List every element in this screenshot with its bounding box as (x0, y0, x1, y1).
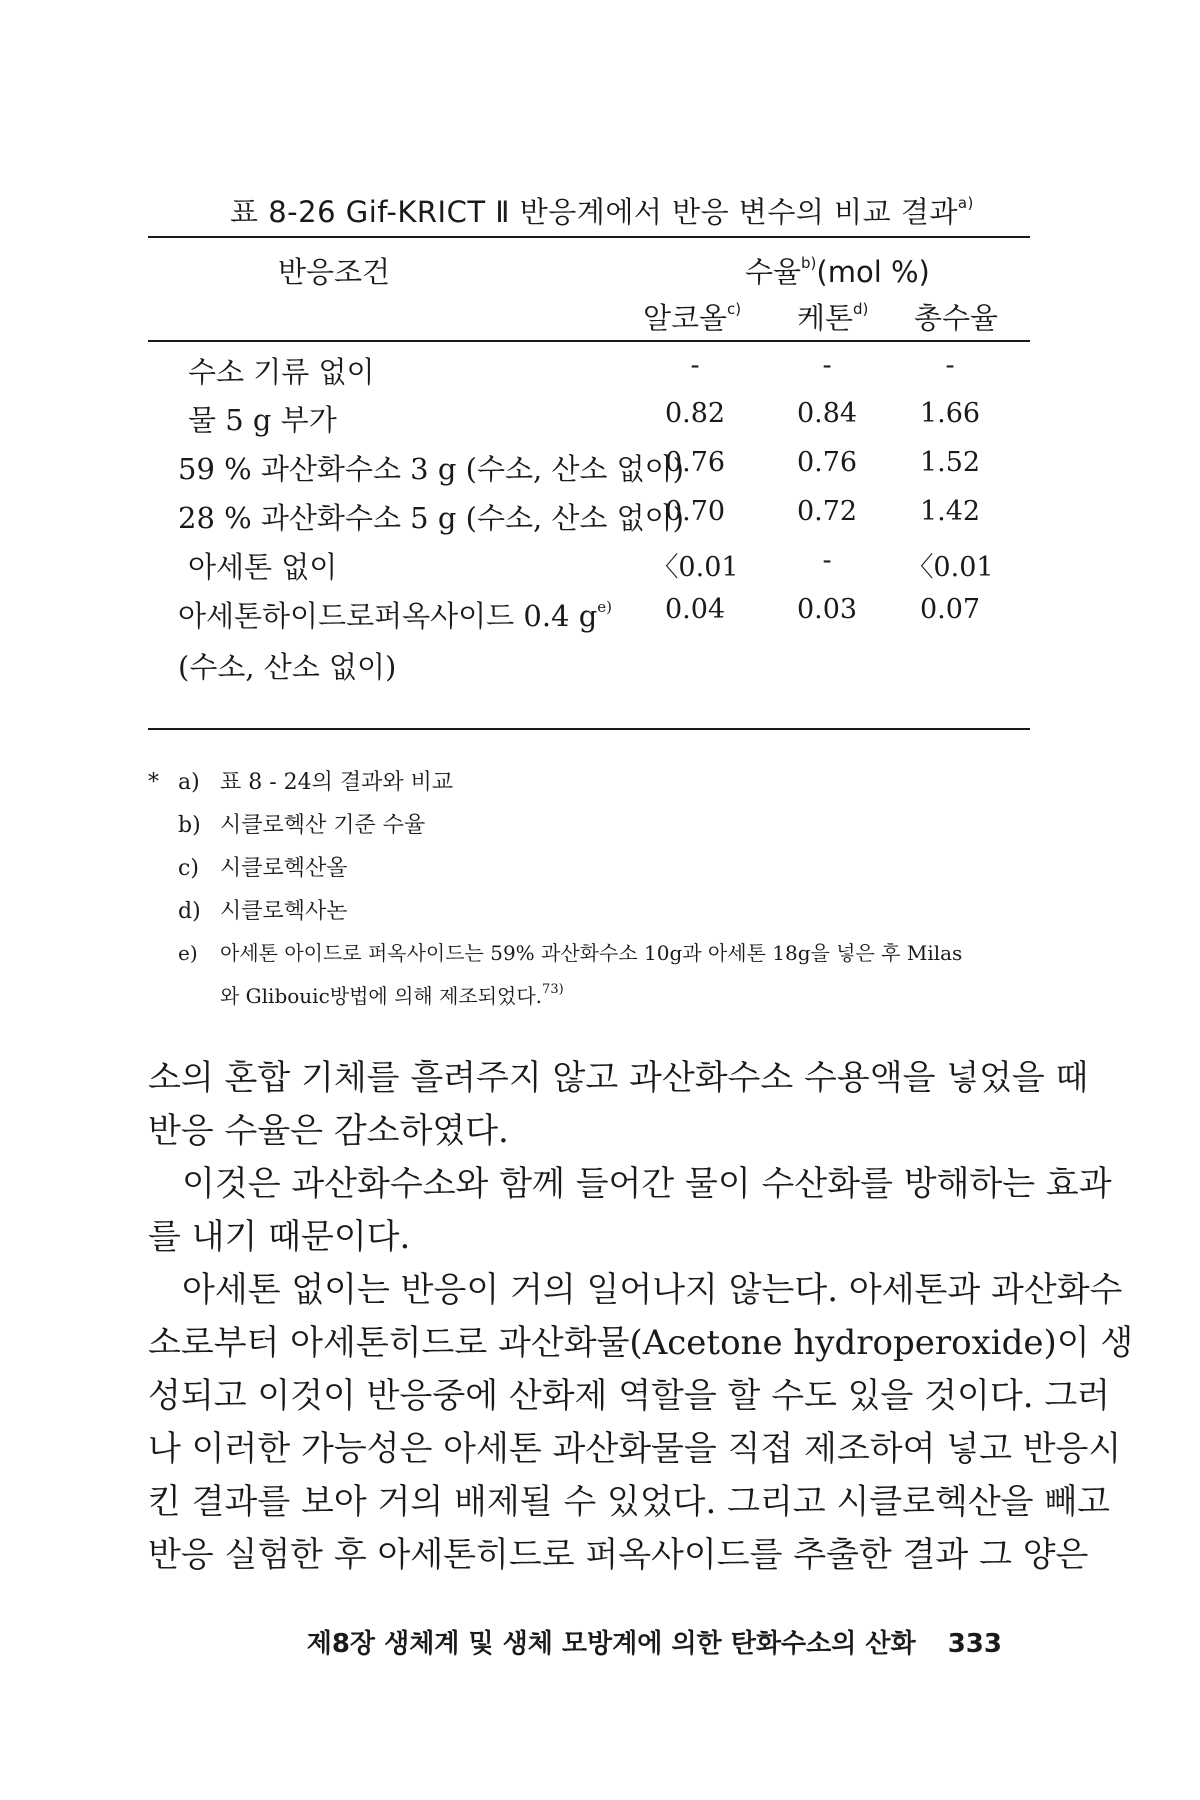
table-row: 아세톤하이드로퍼옥사이드 0.4 $g^{e)}$ 0.04 0.03 0.07 (178, 594, 981, 633)
page-number: 333 (947, 1629, 1002, 1659)
table-caption: 표 8-26 Gif-KRICT Ⅱ 반응계에서 반응 변수의 비교 결과$^{a)}$ (230, 194, 974, 229)
caption-footnote-ref: a) (957, 194, 974, 212)
table-row: 59 % 과산화수소 3 g (수소, 산소 없이) 0.76 0.76 1.52 (178, 447, 981, 486)
table-top-rule (148, 236, 1030, 238)
header-yield: 수율$^{b)}$(mol %) (745, 254, 930, 289)
header-total: 총수율 (914, 301, 999, 335)
footnote-e-continuation: 와 Glibouic방법에 의해 제조되었다.$^{73)}$ (220, 982, 564, 1008)
paragraph-2: 이것은 과산화수소와 함께 들어간 물이 수산화를 방해하는 효과 를 내기 때문이다. (148, 1164, 1112, 1257)
header-ketone: 케톤$^{d)}$ (797, 300, 869, 335)
table-row: 물 5 g 부가 0.82 0.84 1.66 (188, 398, 981, 437)
paragraph-3: 아세톤 없이는 반응이 거의 일어나지 않는다. 아세톤과 과산화수 소로부터 아세톤히드로 과산화물(Acetone hydroperoxide)이 생 성되고 이것이 반응중에 산화제 역할을 할 수도 있을 것이다. 그러 나 이러한 가능성은 아세톤 과산화물을 직접 제조하여 넣고 반응시 킨 결과를 보아 거의 배제될 수 있었다. 그리고 시클로헥산을 빼고 반응 실험한 후 아세톤히드로 퍼옥사이드를 추출한 결과 그 양은 (148, 1270, 1134, 1575)
table-row: 수소 기류 없이 - - - (188, 350, 955, 389)
footnote-d: d) 시클로헥사논 (178, 899, 348, 924)
table-row: 아세톤 없이 〈0.01 - 〈0.01 (188, 545, 994, 584)
paragraph-1: 소의 혼합 기체를 흘려주지 않고 과산화수소 수용액을 넣었을 때 반응 수율은 감소하였다. (148, 1058, 1089, 1151)
header-condition: 반응조건 (278, 255, 391, 289)
footnote-c: c) 시클로헥산올 (178, 856, 348, 881)
chapter-title: 제8장 생체계 및 생체 모방계에 의한 탄화수소의 산화 (306, 1629, 916, 1659)
page-footer (307, 1623, 1002, 1660)
table-row: 28 % 과산화수소 5 g (수소, 산소 없이) 0.70 0.72 1.42 (178, 496, 981, 535)
footnote-e: e) 아세톤 아이드로 퍼옥사이드는 59% 과산화수소 10g과 아세톤 18g을 넣은 후 Milas (178, 941, 963, 965)
table-header-rule (148, 340, 1030, 342)
footnote-b: b) 시클로헥산 기준 수율 (178, 813, 426, 838)
table-bottom-rule (148, 728, 1030, 730)
table-row: (수소, 산소 없이) (178, 650, 397, 684)
footnote-a: * a) 표 8 - 24의 결과와 비교 (148, 770, 454, 795)
header-alcohol: 알코올$^{c)}$ (643, 300, 742, 335)
